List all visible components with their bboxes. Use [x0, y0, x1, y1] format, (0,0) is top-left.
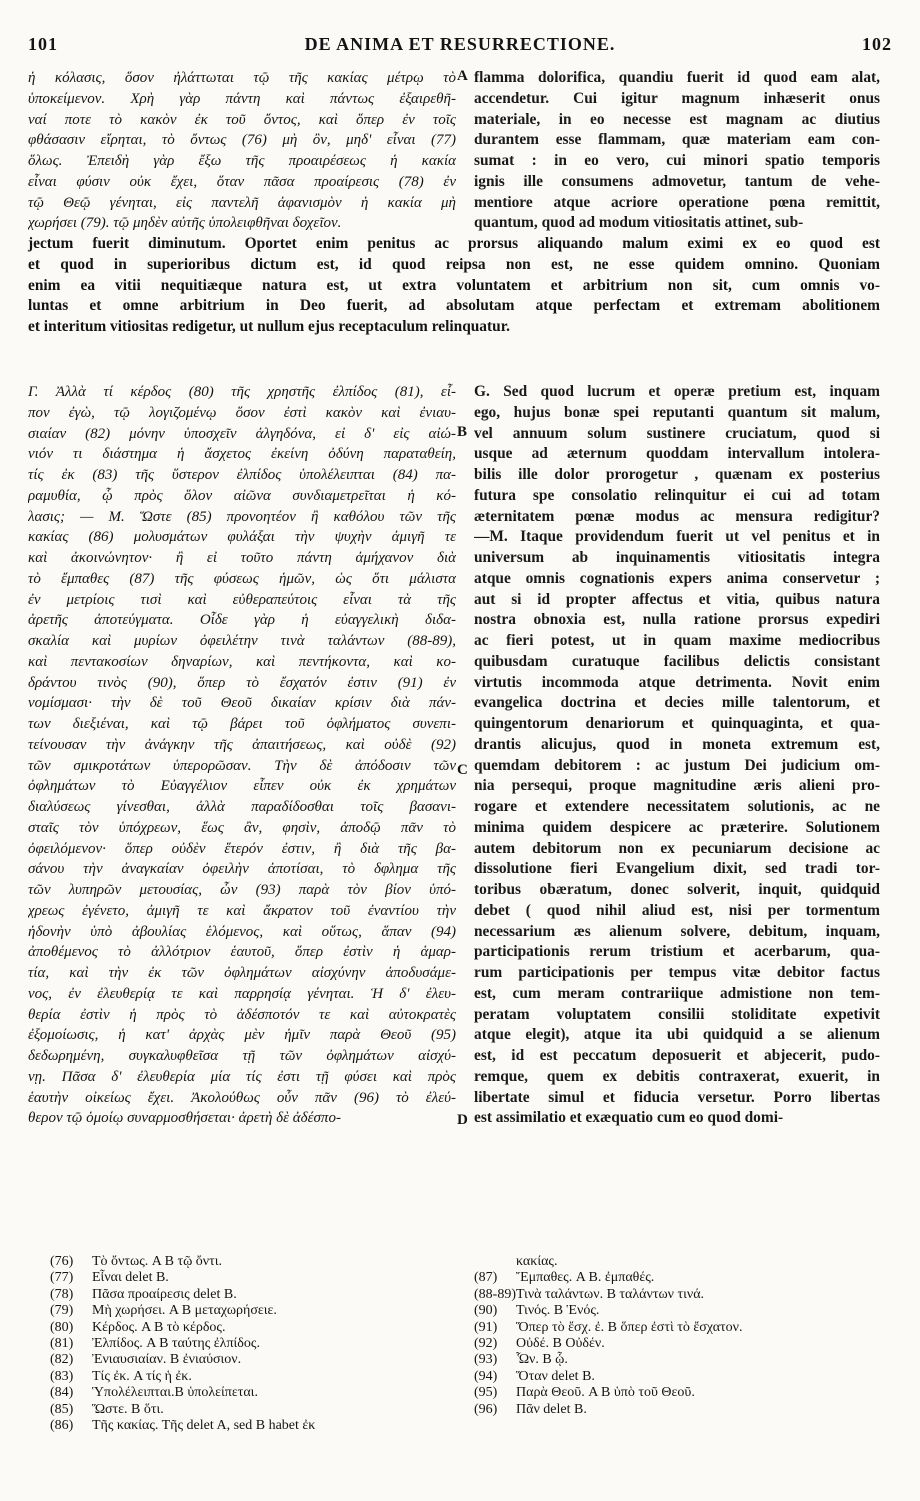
footnote-number: (80) [50, 1319, 74, 1335]
footnote-number: (84) [50, 1385, 74, 1401]
latin-text-line: est assimilatio et exæquatio cum eo quod domi- [474, 1109, 784, 1127]
latin-text-line: æternitatem pœnæ modus ac mensura redigitur? [474, 507, 880, 525]
footnote [50, 1352, 460, 1368]
greek-text-line: σιαίαν (82) μόνην ὑποσχεῖν ἀλγηδόνα, εἰ δ' εἰς αἰώ- [28, 425, 456, 442]
page-number-left: 101 [28, 34, 58, 54]
latin-text-line: aut si id propter affectus et vitia, quibus natura [474, 590, 880, 608]
latin-text-line: remque, quem ex debitis contraxerat, exuerit, in [474, 1067, 880, 1085]
greek-text-line: καὶ πεντακοσίων δηναρίων, καὶ πεντήκοντα, καὶ κο- [28, 653, 456, 670]
footnote-number: (92) [474, 1335, 498, 1351]
latin-text-line: dissolutione fieri Evangelium dixit, sed tradi tor- [474, 860, 880, 878]
greek-text-line: ἐξομοίωσις, ἡ κατ' ἀρχὰς μὲν ἡμῖν παρὰ Θεοῦ (95) [28, 1027, 456, 1044]
footnote-number: (94) [474, 1368, 498, 1384]
greek-text-line: θερον τῷ ὁμοίῳ συναρμοσθήσεται· ἀρετὴ δὲ ἀδέσπο- [28, 1110, 341, 1127]
footnote [50, 1369, 460, 1385]
footnote-number: (77) [50, 1270, 74, 1286]
latin-text-line: quantum, quod ad modum vitiositatis attinet, sub- [474, 214, 804, 232]
footnote [474, 1254, 884, 1270]
latin-text-line: est, id est peccatum deposuerit et abjecerit, pudo- [474, 1047, 880, 1064]
footnotes-right [474, 1254, 884, 1418]
footnote-number: (81) [50, 1335, 74, 1351]
greek-text-line: ὑποκείμενον. Χρὴ γὰρ πάντη καὶ πάντως ἐξαιρεθῆ- [28, 90, 456, 107]
footnote-number: (88-89) [474, 1286, 516, 1302]
footnote [474, 1336, 884, 1352]
footnote-number: (95) [474, 1385, 498, 1401]
latin-text-line: peratam voluptatem consilii stoliditate expetivit [474, 1005, 880, 1023]
latin-text-line: nia persequi, proque magnitudine æris alieni pro- [474, 777, 880, 795]
footnote-text: Ὅταν delet B. [516, 1368, 595, 1384]
footnote-number: (91) [474, 1319, 498, 1335]
latin-text-line: ego, hujus bonæ spei reputanti quantum sit malum, [474, 403, 880, 421]
greek-text-line: ἀποθέμενος τὸ ἀλλότριον ἑαυτοῦ, ὅπερ ἐστὶν ἡ ἁμαρ- [28, 944, 456, 961]
latin-text-line: durantem esse flammam, quæ materiam eam con- [474, 131, 880, 149]
footnote-text: Πᾶν delet B. [516, 1401, 587, 1417]
greek-column-main [28, 382, 456, 1129]
greek-text-line: νιόν τι διάστημα ἡ ἄσχετος ἐκείνη ὀδύνη παραταθείη, [28, 446, 456, 463]
greek-text-line: τίς ἐκ (83) τῆς ὕστερον ἐλπίδος ὑπολέλειπται (84) πα- [28, 467, 456, 483]
footnote [474, 1385, 884, 1401]
latin-text-line: rum participationis per tempus vitæ debitor factus [474, 964, 880, 981]
greek-text-line: Γ. Ἀλλὰ τί κέρδος (80) τῆς χρηστῆς ἐλπίδος (81), εἶ- [28, 384, 456, 400]
footnote-text: Ἐλπίδος. A B ταύτης ἐλπίδος. [92, 1335, 260, 1351]
footnote-text: Τῆς κακίας. Τῆς delet A, sed B habet ἐκ [92, 1417, 316, 1433]
greek-text-line: λασις; — Μ. Ὥστε (85) προνοητέον ἢ καθόλου τῶν τῆς [28, 508, 456, 525]
greek-text-line: σταῖς τὸν ὑπόχρεων, ἕως ἂν, φησὶν, ἀποδῷ πᾶν τὸ [28, 819, 456, 836]
greek-text-line: ἑαυτὴν οἰκείως ἔχει. Ἀκολούθως οὖν πᾶν (96) τὸ ἐλεύ- [28, 1089, 456, 1106]
footnote-text: Μὴ χωρήσει. A B μεταχωρήσειε. [92, 1303, 277, 1319]
latin-text-line: rogare et extendere necessitatem solutionis, ac ne [474, 798, 880, 815]
latin-text-line: futura spe consolatio relinquitur ei cui ad totam [474, 486, 880, 504]
latin-text-line: universum ab inquinamentis vitiositatis integra [474, 549, 880, 566]
latin-text-line: accendetur. Cui igitur magnum inhæserit onus [474, 89, 880, 107]
greek-text-line: νος, ἐν ἐλευθερίᾳ τε καὶ παρρησίᾳ γένηται. Ἡ δ' ἐλευ- [28, 985, 456, 1002]
greek-text-line: τία, καὶ τὴν ἐκ τῶν ὀφλημάτων αἰσχύνην ἀποδυσάμε- [28, 965, 456, 981]
greek-text-line: ναί ποτε τὸ κακὸν ἐκ τοῦ ὄντος, καὶ ὅπερ ἐν τοῖς [28, 111, 456, 128]
footnote-text: Τινός. B Ἑνός. [516, 1303, 600, 1319]
footnote-number: (79) [50, 1303, 74, 1319]
margin-letter-a: A [457, 68, 468, 84]
footnote [50, 1303, 460, 1319]
footnote-number: (82) [50, 1352, 74, 1368]
latin-text-line: sumat : in eo vero, cui minori spatio temporis [474, 152, 880, 169]
latin-text-line: luntas et omne arbitrium in Deo fuerit, ad absolutam atque perfectam et extremam abolitionem [28, 297, 880, 315]
latin-text-line: ac fieri potest, ut in quam maxime mediocribus [474, 632, 880, 649]
latin-text-line: atque elegit), atque ita ubi quidquid a se alienum [474, 1026, 880, 1044]
running-head [28, 34, 892, 58]
footnote-number: (96) [474, 1401, 498, 1417]
footnote [474, 1402, 884, 1418]
greek-text-line: ὀφειλόμενον· ὅπερ οὐδὲν ἕτερόν ἐστιν, ἢ διὰ τῆς βα- [28, 840, 456, 857]
greek-text-line: τείνουσαν τὴν ἀνάγκην τῆς ἀπαιτήσεως, καὶ οὐδὲ (92) [28, 736, 456, 753]
greek-text-line: ὅλως. Ἐπειδὴ γὰρ ἔξω τῆς προαιρέσεως ἡ κακία [28, 153, 456, 169]
footnote-number: (87) [474, 1270, 498, 1286]
latin-text-line: materiale, in eo necesse est magnam ac diutius [474, 110, 880, 128]
latin-text-line: drantis alicujus, quod in moneta extremum est, [474, 735, 880, 753]
latin-text-line: atque omnis cognationis expers anima conservetur ; [474, 569, 880, 587]
greek-text-line: εἶναι φύσιν οὐκ ἔχει, ὅταν πᾶσα προαίρεσις (78) ἐν [28, 173, 456, 190]
latin-text-line: vel annuum solum sustinere cruciatum, quod si [474, 424, 880, 442]
latin-text-line: participationis rerum tristium et acerbarum, qua- [474, 943, 880, 961]
greek-text-line: των διεξιέναι, καὶ τῷ βάρει τοῦ ὀφλήματος συνεπι- [28, 716, 456, 732]
latin-text-line: —M. Itaque providendum fuerit ut vel penitus et in [474, 528, 880, 546]
latin-text-line: est, cum meram contrariique admistione non tem- [474, 984, 880, 1002]
footnote [50, 1385, 460, 1401]
footnote [474, 1320, 884, 1336]
footnote-text: Παρὰ Θεοῦ. A B ὑπὸ τοῦ Θεοῦ. [516, 1385, 695, 1401]
margin-letter-c: C [457, 762, 468, 778]
footnote-number: (78) [50, 1286, 74, 1302]
greek-text-line: χωρήσει (79). τῷ μηδὲν αὐτῆς ὑπολειφθῆναι δοχεῖον. [28, 215, 342, 232]
greek-text-line: ἀρετῆς ἀποτεύγματα. Οἶδε γὰρ ἡ εὐαγγελικὴ διδα- [28, 612, 456, 629]
margin-letter-b: B [457, 424, 468, 440]
greek-text-line: τῷ Θεῷ γένηται, εἰς παντελῆ ἀφανισμὸν ἡ κακία μὴ [28, 194, 456, 211]
footnote-text: Τὸ ὄντως. A B τῷ ὄντι. [92, 1254, 223, 1269]
latin-text-line: virtutis incommoda atque detrimenta. Novit enim [474, 673, 880, 691]
greek-text-line: δράντου τινὸς (90), ὅπερ τὸ ἔσχατόν ἐστιν (91) ἐν [28, 674, 456, 691]
latin-text-line: quingentorum denariorum et quinquaginta, et qua- [474, 715, 880, 732]
footnote [474, 1369, 884, 1385]
footnote-text: Ἔμπαθες. A B. ἐμπαθές. [516, 1270, 655, 1286]
latin-column-top [474, 68, 880, 234]
footnote-text: Εἶναι delet B. [92, 1270, 169, 1286]
footnotes-left [50, 1254, 460, 1434]
footnote-number: (76) [50, 1254, 74, 1269]
latin-text-line: usque ad æternum quoddam intervallum intolera- [474, 445, 880, 463]
latin-text-line: autem debitorum non ex pecuniarum decisione ac [474, 839, 880, 857]
footnote [50, 1336, 460, 1352]
greek-text-line: σκαλία καὶ μυρίων ὀφειλέτην τινὰ ταλάντων (88-89), [28, 633, 456, 649]
greek-text-line: πον ἐγὼ, τῷ λογιζομένῳ ὅσον ἐστὶ κακὸν καὶ ἐνιαυ- [28, 404, 456, 421]
footnote [50, 1418, 460, 1434]
footnote-text: Κέρδος. A B τὸ κέρδος. [92, 1319, 226, 1335]
latin-text-line: minima quidem despicere ac præterire. Solutionem [474, 818, 880, 836]
footnote-number: (93) [474, 1352, 498, 1368]
greek-text-line: ἡ κόλασις, ὅσον ἠλάττωται τῷ τῆς κακίας μέτρῳ τὸ [28, 70, 456, 86]
footnote-number: (86) [50, 1417, 74, 1433]
greek-text-line: κακίας (86) μολυσμάτων φυλάξαι τὴν ψυχὴν ἀμιγῆ τε [28, 529, 456, 546]
footnote-text: Ὧν. B ᾧ. [516, 1352, 568, 1368]
greek-text-line: διαλύσεως γίνεσθαι, ἀλλὰ παραδίδοσθαι τοῖς βασανι- [28, 799, 456, 815]
footnote-number: (85) [50, 1401, 74, 1417]
footnote-text: Τινὰ ταλάντων. B ταλάντων τινά. [516, 1286, 705, 1302]
greek-text-line: νῃ. Πᾶσα δ' ἐλευθερία μία τίς ἐστι τῇ φύσει καὶ πρὸς [28, 1068, 456, 1085]
latin-text-line: quibusdam curatuque facilibus delictis consistant [474, 652, 880, 670]
latin-text-line: evangelica doctrina et decies mille talentorum, et [474, 694, 880, 712]
greek-text-line: τῶν σμικροτάτων ὑπερορῶσαν. Τὴν δὲ ἀπόδοσιν τῶν [28, 757, 456, 774]
footnote [50, 1254, 460, 1270]
latin-text-line: toribus obæratum, donec solverit, inquit, quidquid [474, 881, 880, 898]
footnote-text: Οὐδέ. B Οὐδέν. [516, 1335, 605, 1351]
footnote-text: Ὥστε. B ὅτι. [92, 1401, 164, 1417]
latin-text-line: necessarium æs alienum solvere, debitum, inquam, [474, 922, 880, 940]
footnote-text: Τίς ἐκ. A τίς ἡ ἐκ. [92, 1368, 192, 1384]
latin-text-line: flamma dolorifica, quandiu fuerit id quod eam alat, [474, 69, 880, 86]
footnote [50, 1402, 460, 1418]
latin-text-line: jectum fuerit diminutum. Oportet enim penitus ac prorsus aliquando malum eximi ex eo quod est [28, 235, 880, 252]
footnote [474, 1352, 884, 1368]
footnote [474, 1303, 884, 1319]
footnote-text: κακίας. [516, 1254, 558, 1269]
greek-text-line: φθάσασιν εἴρηται, τὸ ὄντως (76) μὴ ὂν, μηδ' εἶναι (77) [28, 132, 456, 149]
latin-text-line: enim ea vitii nequitiæque natura est, ut extra voluntatem et arbitrium non sit, cum omnis vo- [28, 276, 880, 294]
greek-text-line: ἡδονὴν ὑπὸ ἀβουλίας ἑλόμενος, καὶ οὕτως, ἅπαν (94) [28, 923, 456, 940]
footnote [474, 1270, 884, 1286]
page-number-right: 102 [862, 34, 892, 54]
footnote-text: Ἐνιαυσιαίαν. B ἐνιαύσιον. [92, 1352, 242, 1368]
greek-text-line: ἐν μετρίοις τισὶ καὶ εὐθεραπεύτοις εἶναι τὰ τῆς [28, 591, 456, 608]
latin-column-main [474, 382, 880, 1129]
footnote-number: (83) [50, 1368, 74, 1384]
greek-text-line: τὸ ἔμπαθες (87) τῆς φύσεως ἡμῶν, ὡς ὅτι μάλιστα [28, 570, 456, 587]
greek-text-line: καὶ ἀκοινώνητον· ἢ εἰ τοῦτο πάντη ἀμήχανον διὰ [28, 550, 456, 566]
greek-text-line: σάνου τὴν ἀναγκαίαν ὀφειλὴν ἀποτίσαι, τὸ δφλημα τῆς [28, 861, 456, 878]
latin-full-width-text [28, 234, 880, 338]
footnote [474, 1287, 884, 1303]
footnote [50, 1270, 460, 1286]
greek-text-line: ὀφλημάτων τὸ Εὐαγγέλιον εἶπεν οὐκ ἐκ χρημάτων [28, 778, 456, 795]
latin-text-line: debet ( quod nihil aliud est, nisi per tormentum [474, 901, 880, 919]
latin-text-line: G. Sed quod lucrum et operæ pretium est, inquam [474, 383, 880, 400]
latin-text-line: ignis ille consumens admovetur, tantum de vehe- [474, 172, 880, 190]
footnote-text: Ὑπολέλειπται.B ὑπολείπεται. [92, 1385, 258, 1401]
latin-text-line: et quod in superioribus dictum est, id quod reipsa non est, ne esse quidem omnino. Quoniam [28, 255, 880, 273]
latin-text-line: nostra obnoxia est, nulla ratione prorsus expediri [474, 611, 880, 629]
margin-letter-d: D [457, 1112, 468, 1128]
running-title: DE ANIMA ET RESURRECTIONE. [304, 34, 616, 54]
footnote [50, 1320, 460, 1336]
greek-text-line: θερία ἐστὶν ἡ πρὸς τὸ ἀδέσποτόν τε καὶ αὐτοκρατὲς [28, 1006, 456, 1023]
footnote-text: Πᾶσα προαίρεσις delet B. [92, 1286, 237, 1302]
latin-text-line: et interitum vitiositas redigetur, ut nullum ejus receptaculum relinquatur. [28, 318, 510, 335]
greek-text-line: ραμυθία, ᾧ πρὸς ὅλον αἰῶνα συνδιαμετρεῖται ἡ κό- [28, 487, 456, 504]
greek-text-line: δεδωρημένη, συγκαλυφθεῖσα τῇ τῶν ὀφλημάτων αἰσχύ- [28, 1048, 456, 1064]
footnote-text: Ὅπερ τὸ ἔσχ. ἐ. B ὅπερ ἐστὶ τὸ ἔσχατον. [516, 1319, 743, 1335]
greek-text-line: τῶν λυπηρῶν μετουσίας, ὧν (93) παρὰ τὸν βίον ὑπό- [28, 882, 456, 898]
latin-text-line: mentiore atque acriore operatione pœna remittit, [474, 193, 880, 211]
latin-text-line: quemdam debitorem : ac justum Dei judicium om- [474, 756, 880, 774]
greek-text-line: χρεως ἐγένετο, ἀμιγῆ τε καὶ ἄκρατον τοῦ ἐναντίου τὴν [28, 902, 456, 919]
latin-text-line: libertate simul et fiducia versetur. Porro libertas [474, 1088, 880, 1106]
footnote-number: (90) [474, 1303, 498, 1319]
latin-text-line: bilis ille dolor prorogetur , quænam ex posterius [474, 466, 880, 483]
greek-column-top [28, 68, 456, 234]
greek-text-line: νομίσμασι· τὴν δὲ τοῦ Θεοῦ δικαίαν κρίσιν διὰ πάν- [28, 695, 456, 712]
footnote [50, 1287, 460, 1303]
